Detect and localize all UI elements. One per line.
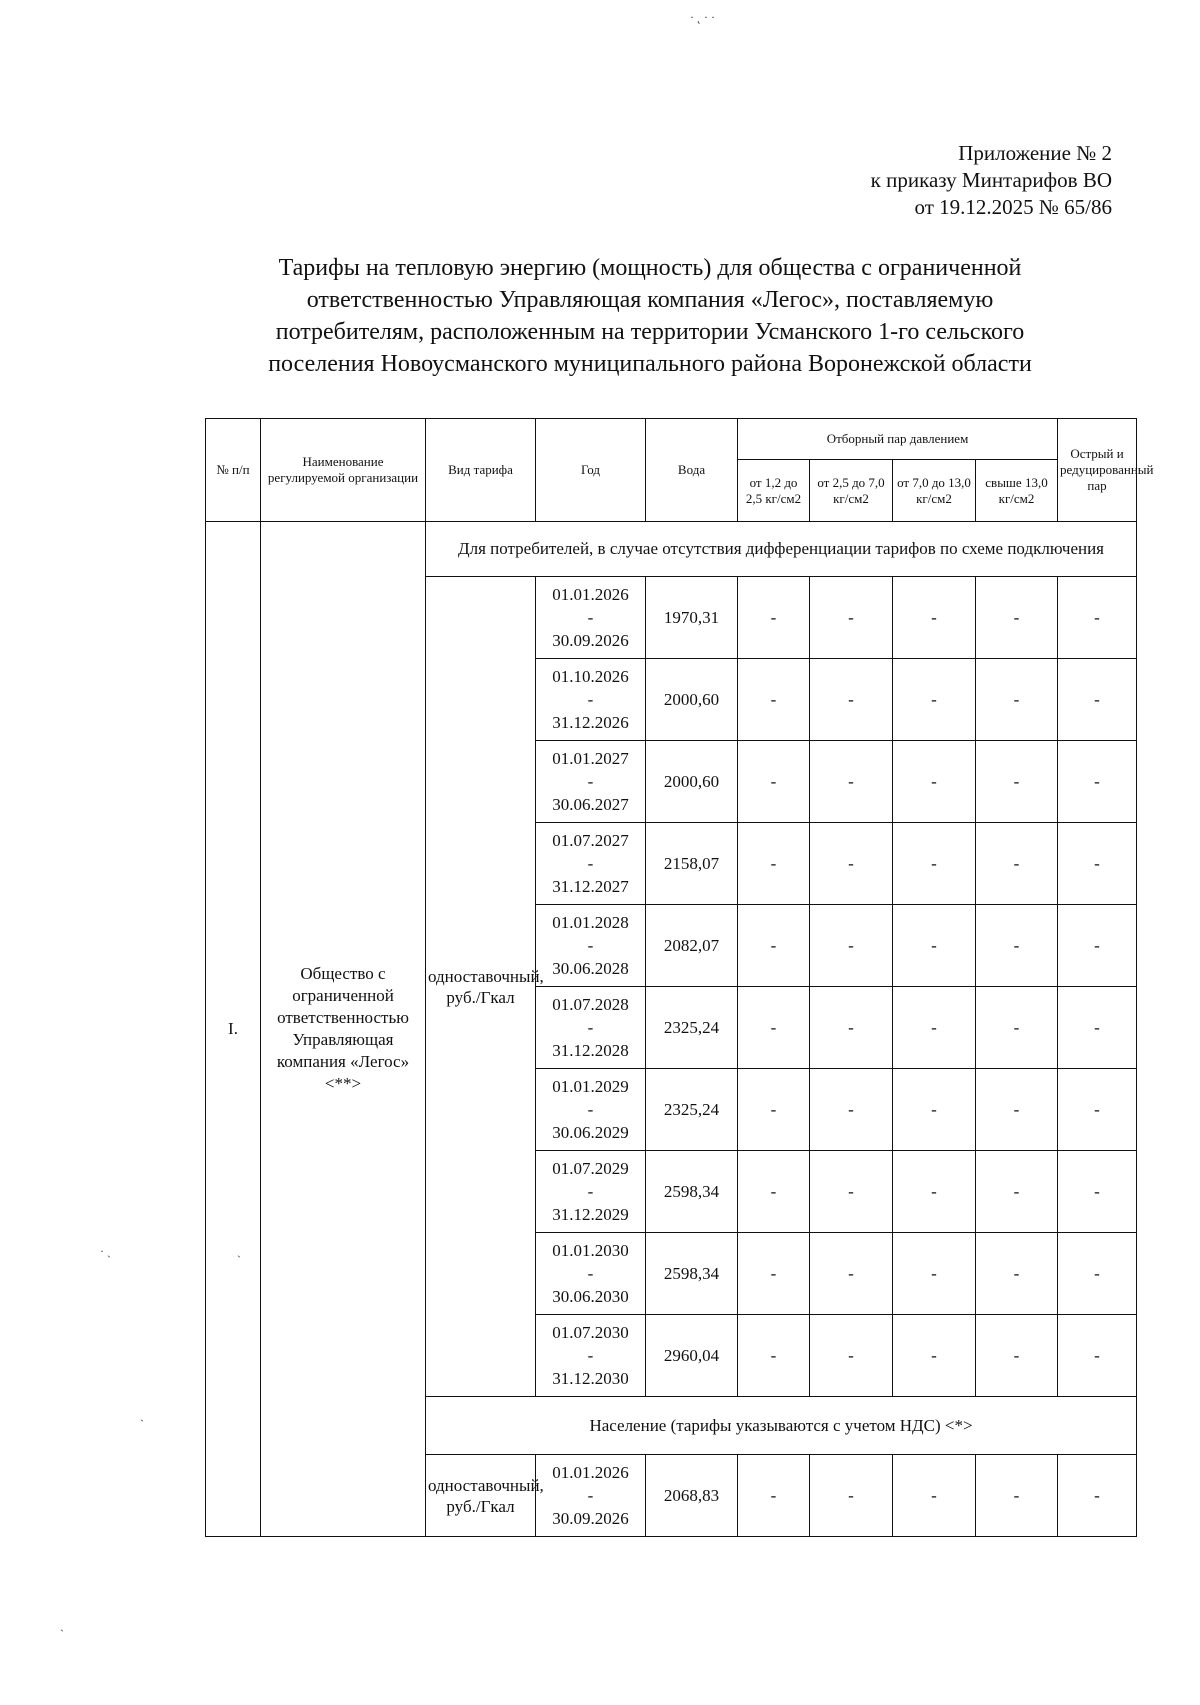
- water-tariff: 2158,07: [646, 823, 738, 905]
- period-to: 31.12.2028: [552, 1041, 629, 1060]
- steam-p2-tariff: -: [810, 741, 893, 823]
- scan-speck: · ˎ: [100, 1244, 111, 1258]
- tariff-type: одноставочный, руб./Гкал: [426, 1455, 536, 1537]
- steam-p3-tariff: -: [893, 659, 976, 741]
- steam-p3-tariff: -: [893, 1151, 976, 1233]
- steam-p2-tariff: -: [810, 1315, 893, 1397]
- steam-p1-tariff: -: [738, 659, 810, 741]
- title-line-2: ответственностью Управляющая компания «Легос», поставляемую: [306, 287, 994, 313]
- header-tariff-type: Вид тарифа: [426, 419, 536, 522]
- period-to: 31.12.2030: [552, 1369, 629, 1388]
- period-cell: [536, 1455, 646, 1537]
- steam-p2-tariff: -: [810, 659, 893, 741]
- header-selected-steam: Отборный пар давлением: [738, 419, 1058, 460]
- water-tariff: 2325,24: [646, 1069, 738, 1151]
- period-cell: [536, 577, 646, 659]
- period-separator: -: [587, 854, 594, 873]
- steam-sharp-tariff: -: [1058, 987, 1137, 1069]
- water-tariff: 2598,34: [646, 1151, 738, 1233]
- appendix-line-1: Приложение № 2: [958, 141, 1112, 165]
- period-to: 30.06.2028: [552, 959, 629, 978]
- period-from: 01.01.2026: [552, 585, 629, 604]
- row-number: I.: [206, 522, 261, 1537]
- steam-p2-tariff: -: [810, 1455, 893, 1537]
- steam-sharp-tariff: -: [1058, 1233, 1137, 1315]
- period-cell: [536, 987, 646, 1069]
- steam-sharp-tariff: -: [1058, 741, 1137, 823]
- scan-speck: · ˛ · ·: [690, 10, 715, 24]
- steam-p1-tariff: -: [738, 987, 810, 1069]
- period-cell: [536, 659, 646, 741]
- steam-sharp-tariff: -: [1058, 659, 1137, 741]
- section-title-population: Население (тарифы указываются с учетом НДС) <*>: [426, 1397, 1137, 1455]
- steam-sharp-tariff: -: [1058, 905, 1137, 987]
- water-tariff: 2000,60: [646, 741, 738, 823]
- steam-p1-tariff: -: [738, 1233, 810, 1315]
- steam-p3-tariff: -: [893, 741, 976, 823]
- steam-p2-tariff: -: [810, 1151, 893, 1233]
- period-separator: -: [587, 772, 594, 791]
- steam-sharp-tariff: -: [1058, 577, 1137, 659]
- title-line-4: поселения Новоусманского муниципального района Воронежской области: [268, 351, 1032, 377]
- organization-name: Общество с ограниченной ответственностью Управляющая компания «Легос» <**>: [261, 522, 426, 1537]
- header-year: Год: [536, 419, 646, 522]
- period-to: 31.12.2029: [552, 1205, 629, 1224]
- steam-p4-tariff: -: [976, 659, 1058, 741]
- appendix-line-3: от 19.12.2025 № 65/86: [914, 195, 1112, 219]
- steam-p1-tariff: -: [738, 1455, 810, 1537]
- steam-p1-tariff: -: [738, 1069, 810, 1151]
- tariffs-table: [205, 418, 1154, 1537]
- header-pressure-2: от 2,5 до 7,0 кг/см2: [810, 460, 893, 522]
- steam-p3-tariff: -: [893, 823, 976, 905]
- scan-speck: ˎ: [140, 1408, 144, 1422]
- period-to: 30.06.2029: [552, 1123, 629, 1142]
- steam-p1-tariff: -: [738, 577, 810, 659]
- period-from: 01.07.2030: [552, 1323, 629, 1342]
- steam-p4-tariff: -: [976, 577, 1058, 659]
- period-cell: [536, 1315, 646, 1397]
- steam-p4-tariff: -: [976, 905, 1058, 987]
- period-from: 01.01.2030: [552, 1241, 629, 1260]
- period-from: 01.01.2027: [552, 749, 629, 768]
- appendix-line-2: к приказу Минтарифов ВО: [870, 168, 1112, 192]
- period-from: 01.07.2027: [552, 831, 629, 850]
- steam-p4-tariff: -: [976, 1069, 1058, 1151]
- period-to: 30.09.2026: [552, 1509, 629, 1528]
- steam-p3-tariff: -: [893, 1069, 976, 1151]
- steam-p3-tariff: -: [893, 1233, 976, 1315]
- header-pressure-4: свыше 13,0 кг/см2: [976, 460, 1058, 522]
- steam-p4-tariff: -: [976, 823, 1058, 905]
- period-to: 30.06.2030: [552, 1287, 629, 1306]
- period-separator: -: [587, 1346, 594, 1365]
- steam-p2-tariff: -: [810, 1069, 893, 1151]
- document-title: [180, 252, 1120, 380]
- steam-p2-tariff: -: [810, 987, 893, 1069]
- water-tariff: 2000,60: [646, 659, 738, 741]
- steam-p4-tariff: -: [976, 987, 1058, 1069]
- steam-p4-tariff: -: [976, 1151, 1058, 1233]
- period-separator: -: [587, 1264, 594, 1283]
- steam-p1-tariff: -: [738, 741, 810, 823]
- period-from: 01.07.2028: [552, 995, 629, 1014]
- steam-p3-tariff: -: [893, 905, 976, 987]
- period-cell: [536, 1233, 646, 1315]
- section-header-row: [206, 522, 1137, 577]
- steam-p1-tariff: -: [738, 823, 810, 905]
- header-organization: Наименование регулируемой организации: [261, 419, 426, 522]
- steam-p2-tariff: -: [810, 577, 893, 659]
- period-cell: [536, 1151, 646, 1233]
- steam-p4-tariff: -: [976, 741, 1058, 823]
- steam-sharp-tariff: -: [1058, 1151, 1137, 1233]
- tariff-type: одноставочный, руб./Гкал: [426, 577, 536, 1397]
- title-line-3: потребителям, расположенным на территории Усманского 1-го сельского: [275, 319, 1025, 345]
- water-tariff: 2082,07: [646, 905, 738, 987]
- water-tariff: 2598,34: [646, 1233, 738, 1315]
- table-header-row: [206, 419, 1137, 460]
- header-water: Вода: [646, 419, 738, 522]
- period-cell: [536, 905, 646, 987]
- period-from: 01.01.2029: [552, 1077, 629, 1096]
- period-separator: -: [587, 1018, 594, 1037]
- period-to: 31.12.2026: [552, 713, 629, 732]
- table-body: [206, 522, 1137, 1537]
- header-sharp-steam: Острый и редуцированный пар: [1058, 419, 1137, 522]
- water-tariff: 2325,24: [646, 987, 738, 1069]
- steam-p2-tariff: -: [810, 1233, 893, 1315]
- steam-p1-tariff: -: [738, 1151, 810, 1233]
- steam-p4-tariff: -: [976, 1315, 1058, 1397]
- steam-p3-tariff: -: [893, 987, 976, 1069]
- water-tariff: 2960,04: [646, 1315, 738, 1397]
- steam-sharp-tariff: -: [1058, 823, 1137, 905]
- period-to: 30.06.2027: [552, 795, 629, 814]
- period-from: 01.07.2029: [552, 1159, 629, 1178]
- water-tariff: 1970,31: [646, 577, 738, 659]
- steam-sharp-tariff: -: [1058, 1069, 1137, 1151]
- period-separator: -: [587, 1486, 594, 1505]
- period-separator: -: [587, 690, 594, 709]
- steam-p1-tariff: -: [738, 1315, 810, 1397]
- period-separator: -: [587, 1182, 594, 1201]
- header-num: № п/п: [206, 419, 261, 522]
- steam-sharp-tariff: -: [1058, 1315, 1137, 1397]
- period-cell: [536, 1069, 646, 1151]
- steam-p4-tariff: -: [976, 1233, 1058, 1315]
- scan-speck: ˏ: [60, 1618, 64, 1632]
- scan-speck: ˎ: [237, 1244, 241, 1258]
- period-from: 01.01.2028: [552, 913, 629, 932]
- period-separator: -: [587, 1100, 594, 1119]
- steam-p3-tariff: -: [893, 1315, 976, 1397]
- period-cell: [536, 823, 646, 905]
- steam-p2-tariff: -: [810, 823, 893, 905]
- appendix-reference: [871, 140, 1112, 221]
- steam-p3-tariff: -: [893, 1455, 976, 1537]
- header-pressure-1: от 1,2 до 2,5 кг/см2: [738, 460, 810, 522]
- water-tariff: 2068,83: [646, 1455, 738, 1537]
- section-title-general: Для потребителей, в случае отсутствия дифференциации тарифов по схеме подключения: [426, 522, 1137, 577]
- header-pressure-3: от 7,0 до 13,0 кг/см2: [893, 460, 976, 522]
- steam-p2-tariff: -: [810, 905, 893, 987]
- period-cell: [536, 741, 646, 823]
- steam-p1-tariff: -: [738, 905, 810, 987]
- steam-p4-tariff: -: [976, 1455, 1058, 1537]
- period-separator: -: [587, 608, 594, 627]
- steam-p3-tariff: -: [893, 577, 976, 659]
- period-to: 31.12.2027: [552, 877, 629, 896]
- steam-sharp-tariff: -: [1058, 1455, 1137, 1537]
- period-to: 30.09.2026: [552, 631, 629, 650]
- period-from: 01.10.2026: [552, 667, 629, 686]
- title-line-1: Тарифы на тепловую энергию (мощность) для общества с ограниченной: [278, 255, 1022, 281]
- period-separator: -: [587, 936, 594, 955]
- period-from: 01.01.2026: [552, 1463, 629, 1482]
